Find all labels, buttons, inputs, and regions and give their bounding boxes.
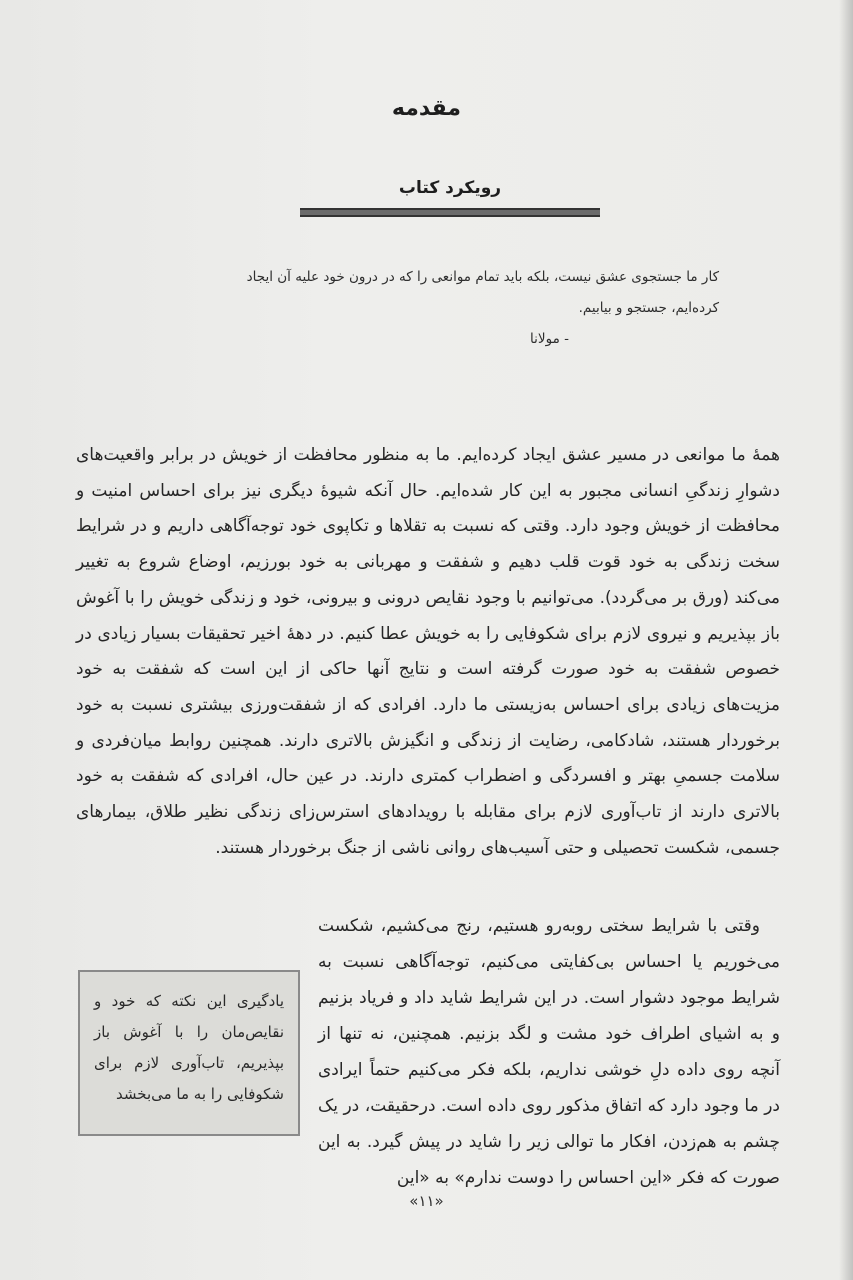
title-rule — [300, 208, 600, 217]
spine-shadow — [839, 0, 853, 1280]
epigraph-line: کرده‌ایم، جستجو و بیابیم. — [578, 300, 719, 316]
body-section-2 — [318, 908, 780, 1196]
section-title: رویکرد کتاب — [398, 178, 502, 198]
body-section-1 — [76, 438, 780, 866]
paragraph-1: همهٔ ما موانعی در مسیر عشق ایجاد کرده‌ایم. ما به منظور محافظت از خویش در برابر واقعیت‌های دشوارِ زندگیِ انسانی مجبور به این کار شده‌ایم. حال آنکه شیوهٔ دیگری نیز برای احساس امنیت و محافظت از خویش وجود دارد. وقتی که نسبت به تقلاها و تکاپوی خود توجه‌آگاهی داریم و در شرایط سخت زندگی به خود قوت قلب دهیم و شفقت و مهربانی به خود بورزیم، اوضاع شروع به تغییر می‌کند (ورق بر می‌گردد). می‌توانیم با وجود نقایص درونی و بیرونی، خود و زندگی خویش را با آغوش باز بپذیریم و نیروی لازم برای شکوفایی را به خویش عطا کنیم. در دههٔ اخیر تحقیقات بسیار زیادی در خصوص شفقت به خود صورت گرفته است و نتایج آنها حاکی از این است که شفقت به خود مزیت‌های زیادی برای احساس به‌زیستی ما دارد. افرادی که از شفقت‌ورزی بیشتری نسبت به خود برخوردار هستند، شادکامی، رضایت از زندگی و انگیزش بالاتری دارند. همچنین روابط میان‌فردی و سلامت جسمیِ بهتر و افسردگی و اضطراب کمتری دارند. در عین حال، افرادی که شفقت به خود بالاتری دارند از تاب‌آوری لازم برای مقابله با رویدادهای استرس‌زای زندگی نظیر طلاق، بیمارهای جسمی، شکست تحصیلی و حتی آسیب‌های روانی ناشی از جنگ برخوردار هستند. — [76, 445, 780, 858]
page-number: «۱۱» — [409, 1192, 444, 1210]
epigraph-attribution: - مولانا — [530, 331, 569, 347]
epigraph-line: کار ما جستجوی عشق نیست، بلکه باید تمام موانعی را که در درون خود علیه آن ایجاد — [246, 269, 719, 285]
sidebar-note-box: یادگیری این نکته که خود و نقایص‌مان را با آغوش باز بپذیریم، تاب‌آوری لازم برای شکوفایی را به ما می‌بخشد — [78, 970, 300, 1136]
paragraph-2: وقتی با شرایط سختی روبه‌رو هستیم، رنج می‌کشیم، شکست می‌خوریم یا احساس بی‌کفایتی می‌کنیم، توجه‌آگاهی نسبت به شرایط موجود دشوار است. در این شرایط شاید داد و فریاد بزنیم و به اشیای اطراف خود مشت و لگد بزنیم. همچنین، نه تنها از آنچه روی داده دلِ خوشی نداریم، بلکه فکر می‌کنیم حتماً ایرادی در ما وجود دارد که اتفاق مذکور روی داده است. درحقیقت، در یک چشم به هم‌زدن، افکار ما توالی زیر را شاید در پیش گیرد. به این صورت که فکر «این احساس را دوست ندارم» به «این — [318, 916, 780, 1188]
chapter-title: مقدمه — [391, 96, 462, 121]
epigraph — [232, 262, 719, 355]
